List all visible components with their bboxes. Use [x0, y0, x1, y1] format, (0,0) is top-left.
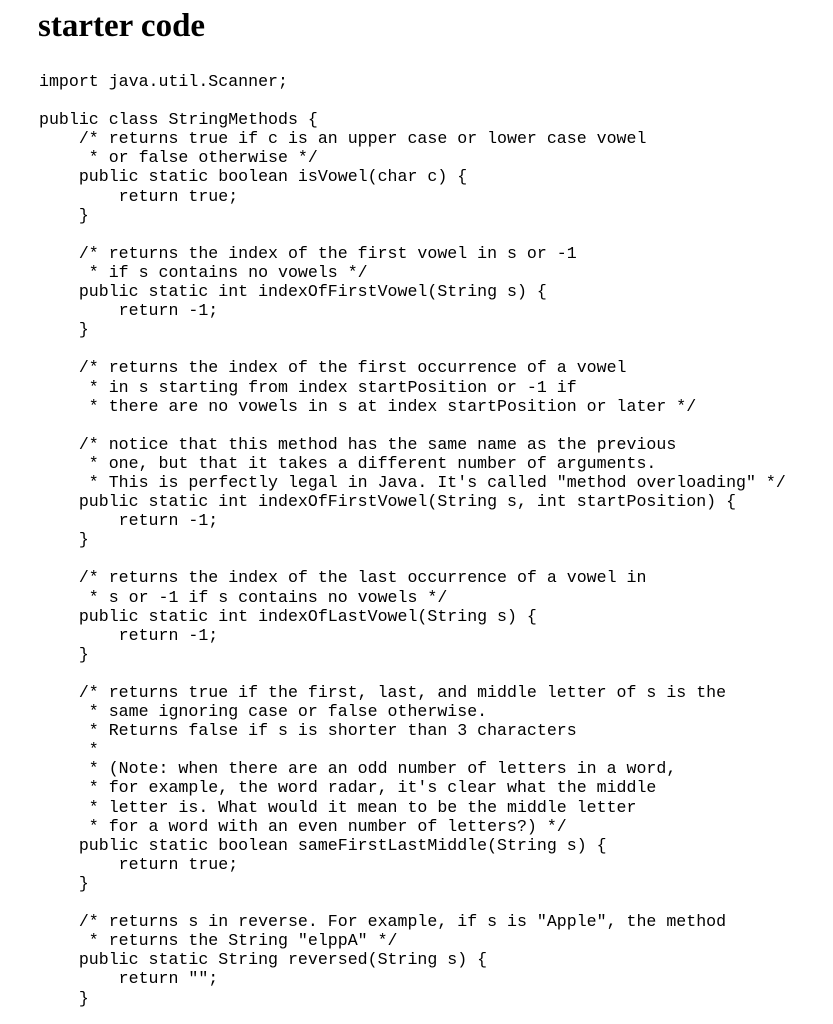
- code-line: *: [39, 740, 99, 760]
- code-line: * for a word with an even number of letters?) */: [39, 816, 567, 836]
- code-line: * This is perfectly legal in Java. It's called "method overloading" */: [39, 472, 786, 492]
- code-line: public static String reversed(String s) {: [39, 950, 488, 970]
- code-line: /* returns true if c is an upper case or lower case vowel: [39, 129, 647, 149]
- code-line: * s or -1 if s contains no vowels */: [39, 587, 448, 607]
- code-line: * there are no vowels in s at index startPosition or later */: [39, 396, 697, 416]
- code-line: public static boolean isVowel(char c) {: [39, 167, 468, 187]
- code-line: /* returns the index of the first vowel in s or -1: [39, 243, 577, 263]
- code-line: return "";: [39, 969, 219, 989]
- code-line: [39, 91, 786, 110]
- code-line: public static int indexOfLastVowel(String s) {: [39, 606, 537, 626]
- code-line: }: [39, 873, 89, 893]
- code-line: return true;: [39, 854, 239, 874]
- code-line: * in s starting from index startPosition or -1 if: [39, 377, 577, 397]
- code-line: }: [39, 530, 89, 550]
- code-line: * returns the String "elppA" */: [39, 931, 398, 951]
- code-line: [39, 893, 786, 912]
- code-line: return -1;: [39, 301, 219, 321]
- code-line: return -1;: [39, 625, 219, 645]
- code-line: * for example, the word radar, it's clear what the middle: [39, 778, 657, 798]
- code-line: * or false otherwise */: [39, 148, 318, 168]
- code-line: }: [39, 320, 89, 340]
- code-line: /* returns true if the first, last, and middle letter of s is the: [39, 683, 727, 702]
- code-line: [39, 549, 786, 568]
- code-line: public static int indexOfFirstVowel(String s) {: [39, 282, 547, 302]
- code-line: /* returns s in reverse. For example, if s is "Apple", the method: [39, 912, 727, 932]
- code-line: }: [39, 644, 89, 664]
- code-line: public static boolean sameFirstLastMiddle(String s) {: [39, 835, 607, 855]
- code-line: [39, 339, 786, 358]
- code-line: }: [39, 205, 89, 225]
- code-line: return true;: [39, 186, 239, 206]
- code-line: import java.util.Scanner;: [39, 72, 288, 91]
- code-line: * one, but that it takes a different number of arguments.: [39, 453, 657, 473]
- code-line: /* notice that this method has the same name as the previous: [39, 434, 677, 454]
- code-line: * (Note: when there are an odd number of letters in a word,: [39, 759, 677, 779]
- code-line: [39, 225, 786, 244]
- code-line: return -1;: [39, 511, 219, 531]
- code-line: /* returns the index of the first occurrence of a vowel: [39, 358, 627, 378]
- code-line: }: [39, 988, 89, 1008]
- code-line: public static int indexOfFirstVowel(String s, int startPosition) {: [39, 492, 737, 512]
- code-line: [39, 664, 786, 683]
- code-line: /* returns the index of the last occurrence of a vowel in: [39, 568, 647, 588]
- code-line: public class StringMethods {: [39, 110, 318, 130]
- code-line: * same ignoring case or false otherwise.: [39, 702, 488, 722]
- code-line: [39, 416, 786, 435]
- code-line: * if s contains no vowels */: [39, 262, 368, 282]
- page-title: starter code: [38, 8, 206, 44]
- code-block: [39, 72, 786, 1008]
- code-line: * letter is. What would it mean to be the middle letter: [39, 797, 637, 817]
- code-line: * Returns false if s is shorter than 3 characters: [39, 721, 577, 741]
